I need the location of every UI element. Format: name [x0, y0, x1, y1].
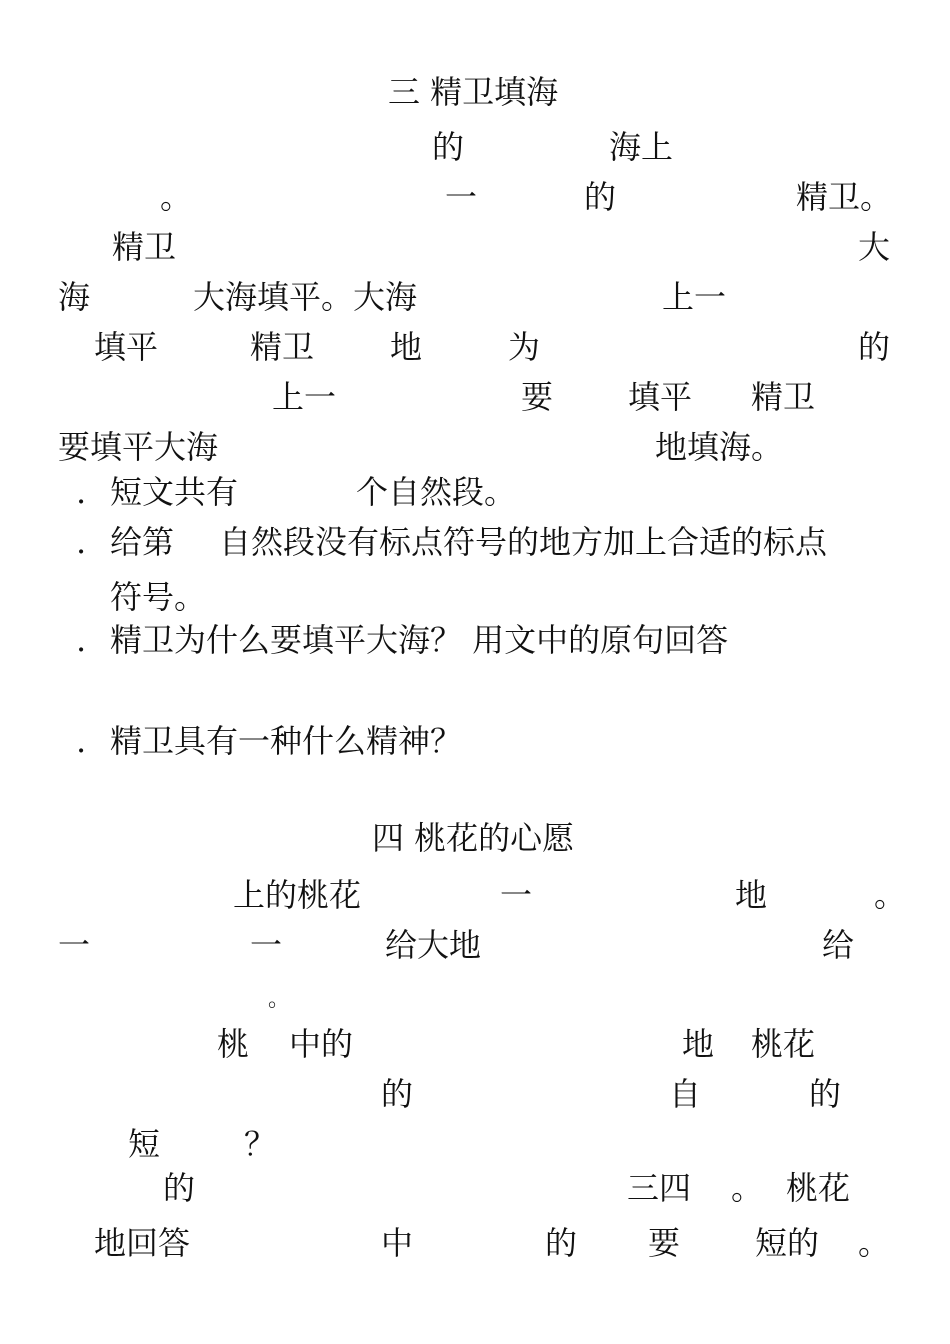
s3-frag: 上一	[662, 278, 727, 316]
s3-frag: 。	[160, 178, 193, 216]
question-number: .	[76, 473, 87, 511]
s3-frag: 要	[521, 378, 554, 416]
s3-frag: 海	[58, 278, 91, 316]
s4-frag: 自	[669, 1075, 702, 1113]
s4-frag: 中的	[289, 1025, 354, 1063]
s4-frag: 一	[250, 926, 283, 964]
s3-frag: 精卫	[250, 328, 315, 366]
s3-frag: 大	[858, 228, 891, 266]
question-text: 符号。	[110, 578, 207, 616]
question-text: 精卫为什么要填平大海？ 用文中的原句回答	[110, 621, 729, 659]
s4-frag: 桃花	[751, 1025, 816, 1063]
s4-frag: 。	[268, 987, 291, 1012]
section4-title: 四 桃花的心愿	[372, 819, 575, 857]
question-text: 短文共有	[110, 473, 239, 511]
s4-frag: 。	[874, 876, 907, 914]
s3-frag: 要填平大海	[58, 428, 219, 466]
s4-frag: 。	[858, 1224, 891, 1262]
s4-frag: 短	[128, 1125, 161, 1163]
s3-frag: 精卫	[112, 228, 177, 266]
s3-frag: 精卫	[751, 378, 816, 416]
s3-frag: 的	[858, 328, 891, 366]
s4-frag: 三四	[627, 1169, 692, 1207]
question-text: 给第	[110, 523, 175, 561]
s3-frag: 的	[432, 128, 465, 166]
s4-frag: 。	[731, 1169, 764, 1207]
s3-frag: 上一	[272, 378, 337, 416]
question-number: .	[76, 722, 87, 760]
section3-title: 三 精卫填海	[388, 73, 559, 111]
s4-frag: ？	[244, 1125, 277, 1163]
s4-frag: 中	[381, 1224, 414, 1262]
s4-frag: 的	[809, 1075, 842, 1113]
s3-frag: 大海填平。大海	[193, 278, 418, 316]
s3-frag: 一	[445, 178, 478, 216]
s4-frag: 一	[500, 876, 533, 914]
s4-frag: 桃花	[786, 1169, 851, 1207]
s4-frag: 桃	[217, 1025, 250, 1063]
s3-frag: 为	[508, 328, 541, 366]
s4-frag: 的	[381, 1075, 414, 1113]
s3-frag: 的	[584, 178, 617, 216]
s4-frag: 地	[735, 876, 768, 914]
s4-frag: 给大地	[385, 926, 482, 964]
s3-frag: 地	[390, 328, 423, 366]
s4-frag: 的	[163, 1169, 196, 1207]
s4-frag: 短的	[755, 1224, 820, 1262]
s4-frag: 给	[822, 926, 855, 964]
question-text: 精卫具有一种什么精神？	[110, 722, 463, 760]
s4-frag: 要	[648, 1224, 681, 1262]
s4-frag: 上的桃花	[233, 876, 362, 914]
s4-frag: 地回答	[94, 1224, 191, 1262]
question-number: .	[76, 523, 87, 561]
s4-frag: 的	[545, 1224, 578, 1262]
s3-frag: 海上	[609, 128, 674, 166]
question-number: .	[76, 621, 87, 659]
s3-frag: 填平	[628, 378, 693, 416]
s4-frag: 一	[58, 926, 91, 964]
s4-frag: 地	[682, 1025, 715, 1063]
question-text: 个自然段。	[356, 473, 517, 511]
question-text: 自然段没有标点符号的地方加上合适的标点	[219, 523, 828, 561]
s3-frag: 地填海。	[655, 428, 784, 466]
s3-frag: 精卫。	[796, 178, 893, 216]
s3-frag: 填平	[94, 328, 159, 366]
